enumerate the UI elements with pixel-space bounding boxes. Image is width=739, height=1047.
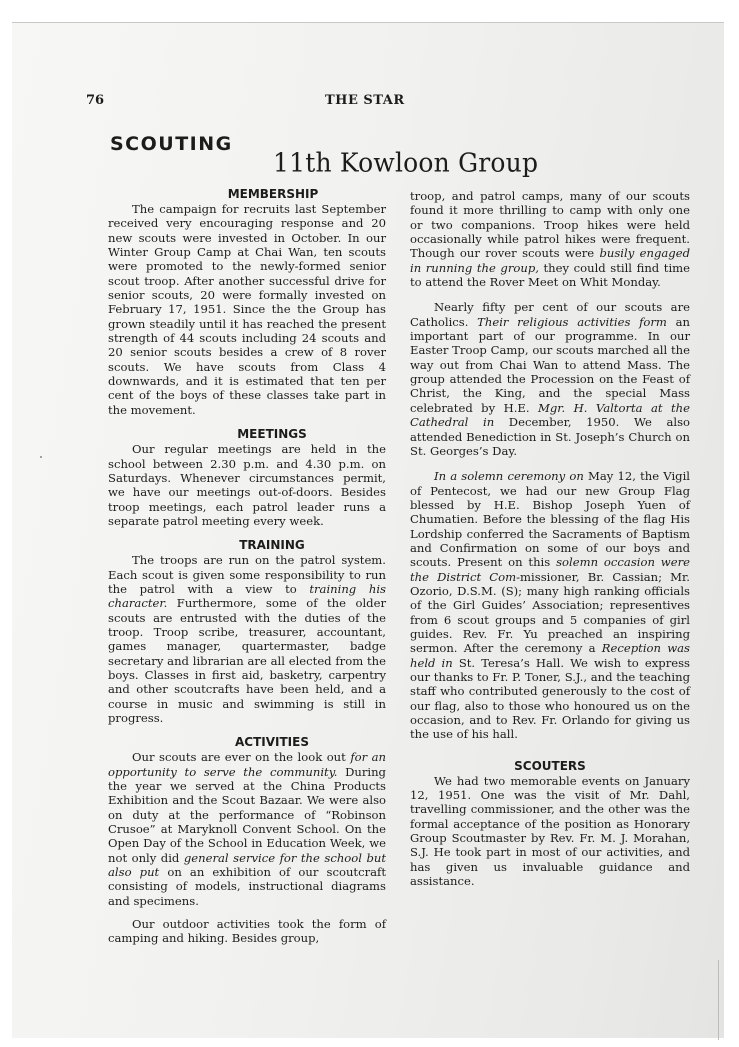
page-number: 76 <box>86 93 105 108</box>
section-label: SCOUTING <box>110 133 233 155</box>
activities-paragraph <box>108 750 386 908</box>
text-run: During the year we served at the China Products Exhibition and the Scout Bazaar. We were also on duty at the performance of “Robinson Crusoe” at Maryknoll Convent School. On the Open Day of the School in Education Week, we not only did <box>108 764 386 865</box>
italic-run: Mgr. H. Valtorta at the Cathedral in <box>410 400 690 430</box>
italic-run: Their religious activities form <box>477 314 667 329</box>
scan-speck <box>40 456 42 458</box>
meetings-paragraph: Our regular meetings are held in the school between 2.30 p.m. and 4.30 p.m. on Saturdays. Whenever circumstances permit, we have our meetings out-of-doors. Besides troop meetings, each patrol leader runs a separate patrol meeting every week. <box>108 442 386 528</box>
italic-run: In a solemn ceremony on <box>434 469 584 484</box>
heading-meetings: MEETINGS <box>237 427 307 442</box>
scouters-paragraph: We had two memorable events on January 12, 1951. One was the visit of Mr. Dahl, travelling commissioner, and the other was the formal acceptance of the position as Honorary Group Scoutmaster by Rev. Fr. M. J. Morahan, S.J. He took part in most of our activities, and has given us invaluable guidance and assistance. <box>410 773 690 889</box>
italic-run: general service for the school but also put <box>108 850 387 880</box>
outdoor-paragraph: Our outdoor activities took the form of camping and hiking. Besides group, <box>108 917 386 946</box>
italic-run: training his character. <box>108 581 386 611</box>
text-run: troop, and patrol camps, many of our scouts found it more thrilling to camp with only one or two companions. Troop hikes were held occasionally while patrol hikes were frequent. Though our rover scouts were <box>410 189 690 261</box>
camps-paragraph <box>410 189 690 289</box>
text-run: an important part of our programme. In our Easter Troop Camp, our scouts marched all the way out from Chai Wan to attend Mass. The group attended the Procession on the Feast of Christ, the King, and the special Mass celebrated by H.E. <box>410 314 690 415</box>
text-run: St. Teresa’s Hall. We wish to express our thanks to Fr. P. Toner, S.J., and the teaching staff who contributed generously to the cost of our flag, also to those who honoured us on the occasion, and to Rev. Fr. Orlando for giving us the use of his hall. <box>410 655 690 742</box>
heading-membership: MEMBERSHIP <box>227 187 319 201</box>
left-column <box>108 186 386 946</box>
text-run: they could still find time to attend the Rover Meet on Whit Monday. <box>410 260 691 290</box>
page-edge <box>718 960 719 1040</box>
heading-activities: ACTIVITIES <box>235 735 309 750</box>
text-run: missioner, Br. Cassian; Mr. Ozorio, D.S.M. (S); many high ranking officials of the Girl Guides’ Association; representives from 6 scout groups and 5 companies of girl guides. Rev. Fr. Yu preached an inspiring sermon. After the ceremony a <box>410 569 690 656</box>
text-run: May 12, the Vigil of Pentecost, we had our new Group Flag blessed by H.E. Bishop Joseph Yuen of Chumatien. Before the blessing of the flag His Lordship conferred the Sacraments of Baptism and Confirmation on some of our boys and scouts. Present on this <box>410 469 691 570</box>
italic-run: for an opportunity to serve the community. <box>108 750 386 779</box>
text-run: Nearly fifty per cent of our scouts are Catholics. <box>410 300 690 329</box>
text-run: Our scouts are ever on the look out <box>132 750 351 765</box>
italic-run: busily engaged in running the group, <box>410 246 690 275</box>
text-run: December, 1950. We also attended Benediction in St. Joseph’s Church on St. Georges’s Day. <box>410 415 691 458</box>
training-paragraph <box>108 553 386 725</box>
text-run: Furthermore, some of the older scouts are entrusted with the duties of the troop. Troop scribe, treasurer, accountant, games manager, quartermaster, badge secretary and librarian are all elected from the boys. Classes in first aid, basketry, carpentry and other scoutcrafts have been held, and a course in music and swimming is still in progress. <box>108 596 386 725</box>
heading-training: TRAINING <box>239 538 305 553</box>
article-title: 11th Kowloon Group <box>273 147 539 178</box>
heading-scouters: SCOUTERS <box>514 758 586 773</box>
text-run: on an exhibition of our scoutcraft consisting of models, instructional diagrams and specimens. <box>108 865 386 908</box>
religion-paragraph <box>410 300 690 458</box>
right-column <box>410 189 690 888</box>
text-run: The troops are run on the patrol system. Each scout is given some responsibility to run the patrol with a view to <box>108 553 386 596</box>
membership-paragraph: The campaign for recruits last September received very encouraging response and 20 new scouts were invested in October. In our Winter Group Camp at Chai Wan, ten scouts were promoted to the newly-formed senior scout troop. After another successful drive for senior scouts, 20 were formally invested on February 17, 1951. Since the the Group has grown steadily until it has reached the present strength of 44 scouts including 24 scouts and 20 senior scouts besides a crew of 8 rover scouts. We have scouts from Class 4 downwards, and it is estimated that ten per cent of the boys of these classes take part in the movement. <box>108 202 386 417</box>
flag-paragraph <box>410 469 690 742</box>
italic-run: solemn occasion were the District Com- <box>410 555 690 584</box>
italic-run: Reception was held in <box>410 641 690 670</box>
running-head: THE STAR <box>325 93 405 108</box>
